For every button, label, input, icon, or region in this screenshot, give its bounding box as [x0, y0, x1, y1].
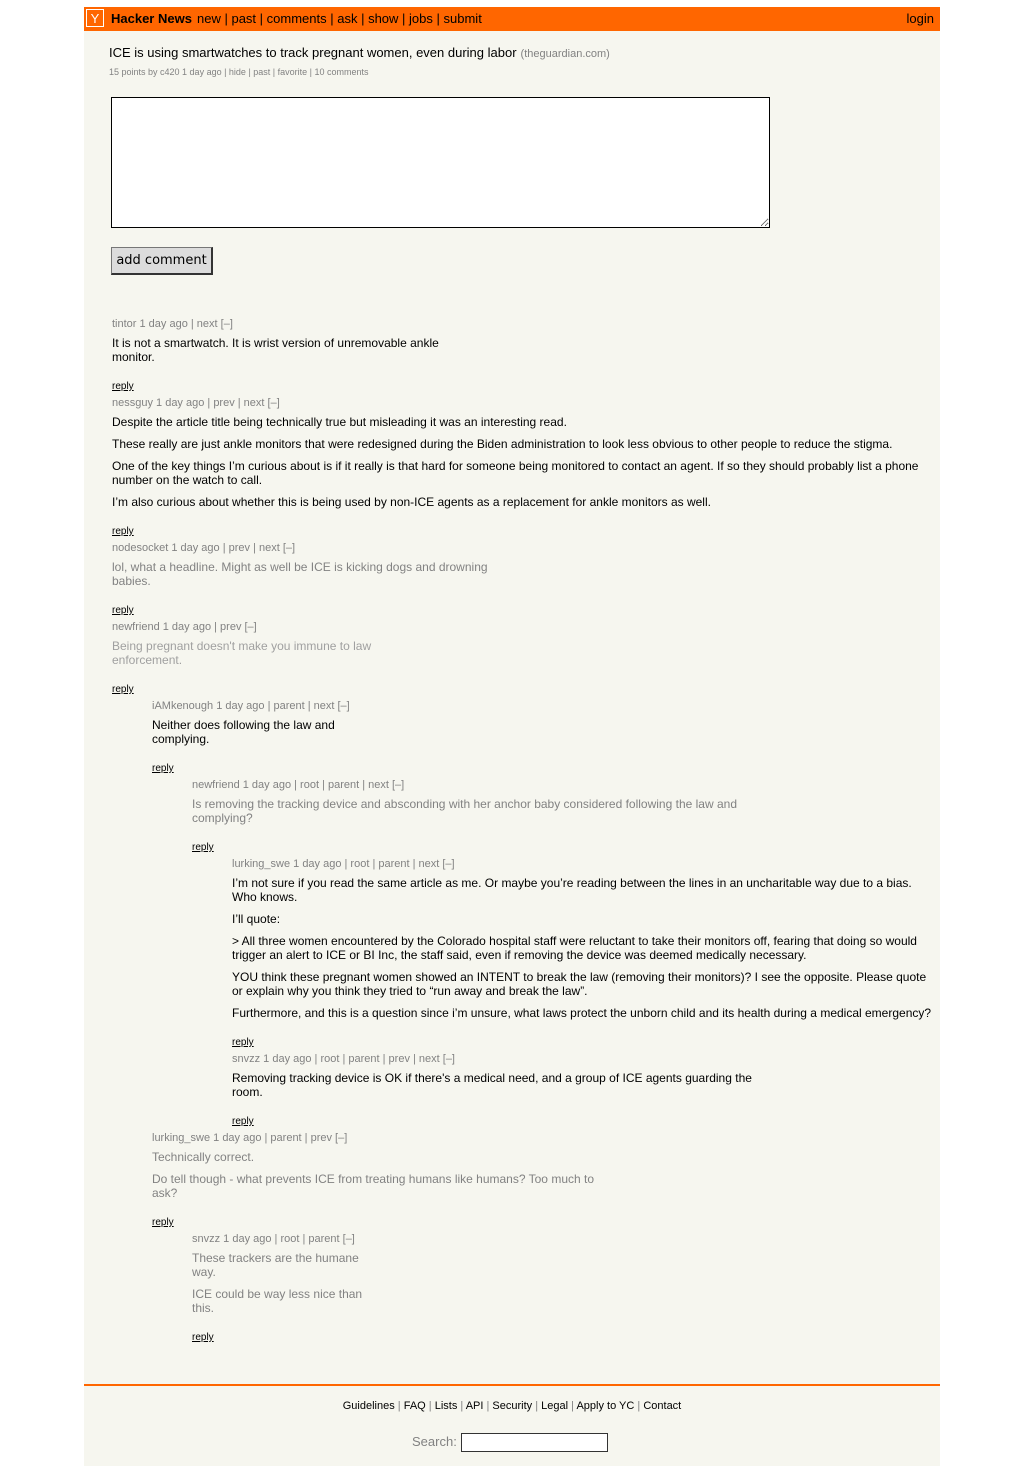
reply-link[interactable]: reply: [112, 526, 134, 537]
reply-link[interactable]: reply: [232, 1116, 254, 1127]
comment-text: lol, what a headline. Might as well be ICE is kicking dogs and drowning babies.: [112, 560, 488, 588]
comment: [112, 317, 452, 394]
footer-legal-link[interactable]: Legal: [541, 1400, 569, 1412]
y-logo-icon[interactable]: Y: [86, 9, 104, 27]
footer-apply-link[interactable]: Apply to YC: [576, 1400, 635, 1412]
search-label: Search:: [412, 1433, 457, 1449]
footer-api-link[interactable]: API: [465, 1400, 484, 1412]
comment: [232, 1052, 777, 1129]
reply-link[interactable]: reply: [112, 605, 134, 616]
comment-textarea[interactable]: [111, 97, 770, 228]
reply-link[interactable]: reply: [192, 842, 214, 853]
login-link[interactable]: login: [906, 11, 934, 26]
comment: [192, 1232, 372, 1345]
comment-text: Removing tracking device is OK if there's a medical need, and a group of ICE agents guarding the room.: [232, 1071, 752, 1099]
top-nav: new | past | comments | ask | show | jobs | submit: [197, 11, 482, 26]
footer-contact-link[interactable]: Contact: [643, 1400, 682, 1412]
nav-comments-link[interactable]: comments: [266, 11, 327, 26]
nav-show-link[interactable]: show: [368, 11, 399, 26]
comment-text: Furthermore, and this is a question since i’m unsure, what laws protect the unborn child and its health during a medical emergency?: [232, 1006, 932, 1020]
comment: [152, 1131, 612, 1230]
comment-header[interactable]: nodesocket 1 day ago | prev | next [–]: [112, 542, 296, 554]
comment-text: I’m also curious about whether this is being used by non-ICE agents as a replacement for ankle monitors as well.: [112, 495, 711, 509]
footer-divider: [84, 1384, 940, 1386]
nav-past-link[interactable]: past: [231, 11, 257, 26]
comment-text: I’ll quote:: [232, 912, 281, 926]
comment-text: Neither does following the law and complying.: [152, 718, 335, 746]
comment-text: It is not a smartwatch. It is wrist version of unremovable ankle monitor.: [112, 336, 439, 364]
comment-header[interactable]: iAMkenough 1 day ago | parent | next [–]: [152, 700, 350, 712]
nav-submit-link[interactable]: submit: [443, 11, 482, 26]
comment-text: Technically correct.: [152, 1150, 255, 1164]
reply-link[interactable]: reply: [152, 763, 174, 774]
footer-lists-link[interactable]: Lists: [434, 1400, 458, 1412]
nav-new-link[interactable]: new: [197, 11, 221, 26]
nav-jobs-link[interactable]: jobs: [409, 11, 433, 26]
comment: [152, 699, 352, 776]
add-comment-button[interactable]: add comment: [111, 247, 213, 275]
reply-link[interactable]: reply: [112, 684, 134, 695]
comment: [232, 857, 932, 1050]
comment: [192, 778, 752, 855]
reply-link[interactable]: reply: [152, 1217, 174, 1228]
page-container: [84, 7, 940, 1466]
footer-security-link[interactable]: Security: [492, 1400, 533, 1412]
comment-header[interactable]: snvzz 1 day ago | root | parent [–]: [192, 1233, 355, 1245]
comment: [112, 396, 932, 539]
reply-link[interactable]: reply: [192, 1332, 214, 1343]
footer-faq-link[interactable]: FAQ: [403, 1400, 426, 1412]
comment-header[interactable]: newfriend 1 day ago | prev [–]: [112, 621, 257, 633]
comment-text: These really are just ankle monitors that were redesigned during the Biden administration to look less obvious to other people to reduce the stigma.: [112, 437, 893, 451]
nav-ask-link[interactable]: ask: [337, 11, 358, 26]
search-input[interactable]: [461, 1433, 608, 1452]
story-title-row: [109, 45, 610, 60]
comment-header[interactable]: lurking_swe 1 day ago | parent | prev [–]: [152, 1132, 348, 1144]
comment-header[interactable]: tintor 1 day ago | next [–]: [112, 318, 233, 330]
footer-guidelines-link[interactable]: Guidelines: [342, 1400, 395, 1412]
comment-text: Do tell though - what prevents ICE from treating humans like humans? Too much to ask?: [152, 1172, 595, 1200]
comment-text: Being pregnant doesn't make you immune to law enforcement.: [112, 639, 372, 667]
site-brand-link[interactable]: Hacker News: [111, 11, 192, 26]
reply-link[interactable]: reply: [112, 381, 134, 392]
comment-header[interactable]: lurking_swe 1 day ago | root | parent | next [–]: [232, 858, 455, 870]
reply-link[interactable]: reply: [232, 1037, 254, 1048]
comment-header[interactable]: snvzz 1 day ago | root | parent | prev | next [–]: [232, 1053, 455, 1065]
comment: [112, 541, 497, 618]
comment-header[interactable]: newfriend 1 day ago | root | parent | next [–]: [192, 779, 405, 791]
comment-text: > All three women encountered by the Colorado hospital staff were reluctant to take their monitors off, fearing that doing so would trigger an alert to ICE or BI Inc, the staff said, even if removing the device was deemed medically necessary.: [232, 934, 917, 962]
comment-text: One of the key things I’m curious about is if it really is that hard for someone being monitored to contact an agent. If so they should probably list a phone number on the watch to call.: [112, 459, 919, 487]
comment-text: Is removing the tracking device and absconding with her anchor baby considered following the law and complying?: [192, 797, 737, 825]
footer-links: Guidelines | FAQ | Lists | API | Security | Legal | Apply to YC | Contact: [342, 1400, 682, 1412]
comment-text: These trackers are the humane way.: [192, 1251, 359, 1279]
comment-text: Despite the article title being technically true but misleading it was an interesting read.: [112, 415, 567, 429]
comment-text: ICE could be way less nice than this.: [192, 1287, 363, 1315]
comment-text: YOU think these pregnant women showed an INTENT to break the law (removing their monitors)? I see the opposite. Please quote or explain why you think they tried to “run away and break the law”.: [232, 970, 927, 998]
comment-header[interactable]: nessguy 1 day ago | prev | next [–]: [112, 397, 280, 409]
search-row: [412, 1433, 608, 1452]
top-bar: [84, 7, 940, 31]
story-meta: 15 points by c420 1 day ago | hide | past | favorite | 10 comments: [109, 67, 369, 77]
comment: [112, 620, 392, 697]
story-site-link[interactable]: (theguardian.com): [520, 48, 610, 60]
story-title-link[interactable]: ICE is using smartwatches to track pregnant women, even during labor: [109, 45, 517, 60]
comment-text: I’m not sure if you read the same article as me. Or maybe you’re reading between the lines in an uncharitable way due to a bias. Who knows.: [232, 876, 912, 904]
